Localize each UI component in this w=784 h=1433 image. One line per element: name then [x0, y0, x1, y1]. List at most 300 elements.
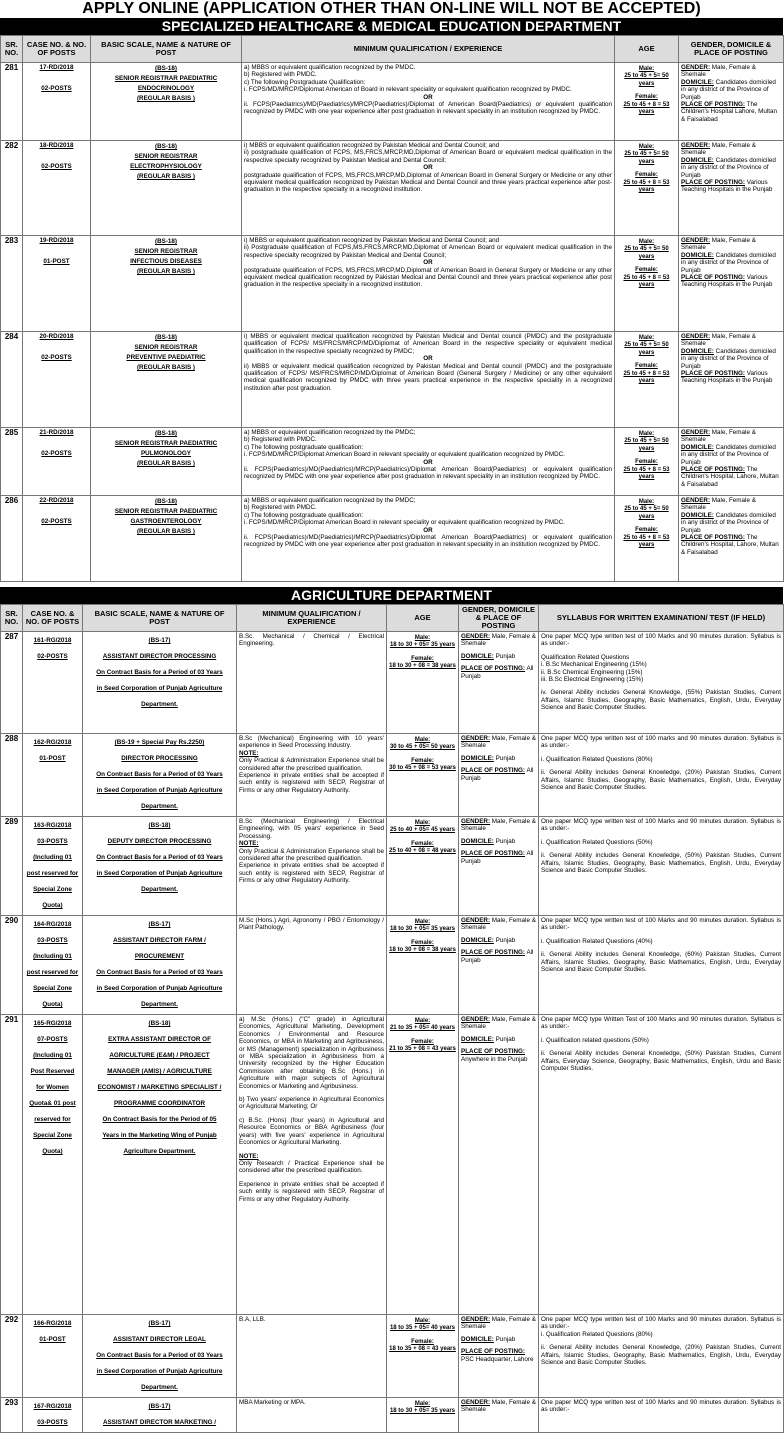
- posting-value: Various Teaching Hospitals in the Punjab: [681, 370, 773, 385]
- table-row: [1, 141, 784, 236]
- gender-value: Male, Female & Shemale: [461, 735, 536, 750]
- age-cell: [615, 141, 679, 236]
- age-male-value: 25 to 45 + 5= 50 years: [624, 342, 669, 356]
- case-line: 02-POSTS: [37, 653, 68, 660]
- gender-label: GENDER:: [461, 735, 491, 742]
- posting-value: All Punjab: [461, 850, 534, 865]
- table-row: [1, 1398, 784, 1433]
- post-line: MANAGER (AMIS) / AGRICULTURE: [107, 1068, 212, 1075]
- table-row: [1, 1015, 784, 1315]
- healthcare-table-body: [1, 63, 784, 582]
- post-cell: [83, 632, 237, 734]
- gender-block: [681, 497, 781, 512]
- post-cell: [83, 916, 237, 1015]
- case-number: 20-RD/2018: [39, 333, 74, 340]
- age-male-value: 25 to 45 + 5= 50 years: [624, 438, 669, 452]
- sr-number: 285: [1, 428, 23, 496]
- post-line: SENIOR REGISTRAR PAEDIATRIC: [114, 75, 218, 82]
- domicile-block: [461, 755, 536, 762]
- gender-value: Male, Female & Shemale: [681, 237, 756, 252]
- qualification-cell: [237, 817, 387, 916]
- table-header-row: [1, 605, 784, 632]
- syllabus-line: ii. General Ability includes General Knowledge, (60%) Pakistan Studies, Current Affairs, Islamic Studies, Geography, Basic Mathematics, English, Urdu, Everyday Science and Basic Computer Studies.: [541, 951, 781, 974]
- case-line: Special Zone: [33, 886, 72, 893]
- post-line: in Seed Corporation of Punjab Agriculture: [96, 1368, 223, 1375]
- qualification-line: i) MBBS or equivalent qualification recognized by Pakistan Medical and Dental Council; and: [244, 142, 500, 149]
- age-male-value: 21 to 35 + 05= 40 years: [389, 1025, 456, 1032]
- case-cell: [23, 1015, 83, 1315]
- age-female-value: 25 to 45 + 8 = 53 years: [623, 466, 670, 481]
- post-line: Agriculture Department.: [123, 1148, 196, 1155]
- domicile-value: Punjab: [495, 754, 516, 762]
- table-row: [1, 1315, 784, 1398]
- sr-number: 284: [1, 332, 23, 428]
- age-cell: [387, 1015, 459, 1315]
- domicile-block: [461, 838, 536, 845]
- age-female-label: Female:: [411, 1038, 434, 1045]
- post-line: Department.: [141, 803, 178, 810]
- posting-label: PLACE OF POSTING:: [681, 534, 746, 542]
- qualification-cell: [242, 236, 615, 332]
- dept-heading-agriculture: AGRICULTURE DEPARTMENT: [0, 587, 783, 604]
- age-male-label: Male:: [414, 820, 431, 826]
- posting-value: Various Teaching Hospitals in the Punjab: [681, 274, 773, 289]
- gender-block: [461, 735, 536, 750]
- qualification-line: ii) postgraduate qualification of FCPS, MS,FRCS,MRCP,MD,Diplomat of American Board or equivalent medical qualification in the respective specialty recognized by Pakistan Medical and Dental Council;: [244, 149, 612, 164]
- age-male-label: Male:: [638, 431, 655, 437]
- gender-value: Male, Female & Shemale: [681, 333, 756, 348]
- case-line: reserved for: [34, 1116, 71, 1123]
- qualification-line: ii. FCPS(Paediatrics)/MD(Paediatrics)/MRCP(Paediatrics)/Diplomat American Board(Paediatrics) or equivalent qualification recognized by PMDC with one year experience after post graduation in relevant speciality in an institution recognized by PMDC.: [244, 466, 612, 481]
- qualification-line: a) M.Sc (Hons.) ("C" grade) in Agricultural Economics, Agricultural Marketing, Development Economics / Environmental and Resource Economics, or MBA in Marketing and Agribusiness, or MS (Management) specialization in Agribusiness or MBA specialization in Agribusiness from a University recognized by the Higher Education Commission after obtaining B.Sc (Hons.) in Agriculture with major subjects of Agricultural Economics or Marketing and Agribusiness.: [239, 1016, 384, 1090]
- age-male-value: 25 to 45 + 5= 50 years: [624, 151, 669, 165]
- gender-value: Male, Female & Shemale: [681, 429, 756, 444]
- post-line: (BS-18): [154, 498, 178, 505]
- age-female-label: Female:: [635, 267, 658, 274]
- gender-domicile-cell: [459, 734, 539, 817]
- dept-heading-healthcare: SPECIALIZED HEALTHCARE & MEDICAL EDUCATION DEPARTMENT: [0, 18, 783, 35]
- post-line: (BS-18): [148, 822, 171, 829]
- age-female-value: 25 to 45 + 8 = 53 years: [623, 274, 670, 289]
- post-line: in Seed Corporation of Punjab Agriculture: [96, 870, 223, 877]
- post-line: in Seed Corporation of Punjab Agriculture: [96, 685, 223, 692]
- post-cell: [91, 63, 242, 141]
- syllabus-line: iii. B.Sc Electrical Engineering (15%): [541, 676, 644, 684]
- qualification-line: c) The following postgraduate qualification:: [244, 443, 364, 451]
- qualification-line: B.A, LLB.: [239, 1316, 266, 1323]
- syllabus-cell: [539, 1315, 784, 1398]
- post-line: (REGULAR BASIS ): [136, 268, 196, 275]
- posting-label: PLACE OF POSTING:: [681, 370, 746, 378]
- domicile-value: Candidates domiciled in any district of the Province of Punjab: [681, 251, 776, 274]
- case-line: 161-RG/2018: [33, 637, 72, 644]
- gender-label: GENDER:: [681, 237, 711, 244]
- post-line: ASSISTANT DIRECTOR MARKETING /: [102, 1419, 217, 1426]
- gender-block: [461, 1016, 536, 1031]
- col-age: AGE: [615, 36, 679, 63]
- syllabus-line: ii. General Ability includes General Knowledge, (50%) Pakistan Studies, Current Affairs, Islamic Studies, Geography, Basic Mathematics, English, Urdu, Everyday Science and Basic Computer Studies.: [541, 852, 781, 875]
- post-count: 02-POSTS: [41, 85, 72, 93]
- gender-block: [461, 917, 536, 932]
- qualification-line: b) Registered with PMDC.: [244, 436, 317, 444]
- gender-label: GENDER:: [461, 818, 491, 825]
- post-line: Department.: [141, 701, 178, 708]
- domicile-value: Candidates domiciled in any district of the Province of Punjab: [681, 156, 776, 179]
- gender-label: GENDER:: [461, 917, 491, 924]
- gender-label: GENDER:: [681, 497, 711, 504]
- gender-label: GENDER:: [461, 1399, 491, 1406]
- age-cell: [387, 1315, 459, 1398]
- syllabus-line: i. Qualification Related Questions (80%): [541, 755, 653, 763]
- post-line: (REGULAR BASIS ): [136, 364, 196, 371]
- posting-label: PLACE OF POSTING:: [681, 274, 746, 282]
- qualification-cell: [237, 1015, 387, 1315]
- case-cell: [23, 496, 91, 582]
- qualification-line: ii) MBBS or equivalent medical qualification recognized by Pakistan Medical and Dental council (PMDC) and the postgraduate qualification of FCPS/ MS/FRCS/MRCP/MD/Diplomat of American Board (General Surgery / Medicine) or any other equivalent medical qualification recognized by PMDC with three years practical experience in the respective speciality in a recognized institution after post graduation.: [244, 362, 612, 392]
- posting-label: PLACE OF POSTING:: [461, 767, 526, 775]
- post-cell: [91, 496, 242, 582]
- domicile-value: Candidates domiciled in any district of the Province of Punjab: [681, 347, 776, 370]
- qualification-cell: [237, 1315, 387, 1398]
- domicile-value: Punjab: [495, 1335, 516, 1343]
- gender-domicile-cell: [679, 63, 784, 141]
- qualification-line: ii) Postgraduate qualification of FCPS,MS,FRCS,MRCP,MD,Diplomat of American Board or equivalent medical qualification in the respective specialty recognized by Pakistan Medical and Dental Council;: [244, 244, 612, 259]
- post-cell: [83, 1398, 237, 1433]
- age-male-label: Male:: [414, 1401, 431, 1407]
- syllabus-cell: [539, 916, 784, 1015]
- age-male-value: 30 to 45 + 05= 50 years: [389, 744, 456, 751]
- case-number: 18-RD/2018: [39, 142, 74, 149]
- domicile-block: [461, 937, 536, 944]
- qualification-line: b) Registered with PMDC.: [244, 71, 317, 79]
- col-qualification: MINIMUM QUALIFICATION / EXPERIENCE: [242, 36, 615, 63]
- posting-label: PLACE OF POSTING:: [461, 1048, 526, 1056]
- qualification-line: a) MBBS or equivalent qualification recognized by the PMDC.: [244, 64, 416, 71]
- post-line: (BS-18): [154, 334, 178, 341]
- posting-label: PLACE OF POSTING:: [461, 949, 526, 957]
- case-line: post reserved for: [26, 969, 79, 976]
- case-line: 03-POSTS: [37, 838, 68, 845]
- domicile-block: [461, 1036, 536, 1043]
- qualification-cell: [237, 632, 387, 734]
- domicile-block: [681, 252, 781, 274]
- post-line: ENDOCRINOLOGY: [137, 85, 195, 92]
- posting-value: PSC Headquarter, Lahore: [461, 1355, 534, 1363]
- age-female-label: Female:: [635, 172, 658, 179]
- gender-domicile-cell: [679, 236, 784, 332]
- posting-label: PLACE OF POSTING:: [461, 1348, 526, 1356]
- case-cell: [23, 1315, 83, 1398]
- case-line: post reserved for: [26, 870, 79, 877]
- post-line: PREVENTIVE PAEDIATRIC: [126, 354, 206, 361]
- gender-block: [681, 142, 781, 157]
- age-cell: [615, 236, 679, 332]
- or-separator: OR: [423, 458, 433, 466]
- case-cell: [23, 332, 91, 428]
- qualification-line: a) MBBS or equivalent qualification recognized by the PMDC;: [244, 429, 416, 436]
- post-line: (REGULAR BASIS ): [136, 173, 196, 180]
- gender-label: GENDER:: [461, 1016, 491, 1023]
- gender-label: GENDER:: [681, 429, 711, 436]
- age-cell: [387, 734, 459, 817]
- posting-block: [681, 370, 781, 385]
- gender-label: GENDER:: [461, 633, 491, 640]
- gender-value: Male, Female & Shemale: [681, 142, 756, 157]
- case-line: (Including 01: [33, 1052, 72, 1059]
- sr-number: 289: [1, 817, 23, 916]
- gender-value: Male, Female & Shemale: [461, 1016, 536, 1031]
- sr-number: 281: [1, 63, 23, 141]
- case-cell: [23, 236, 91, 332]
- syllabus-line: i. Qualification Related Questions (40%): [541, 937, 653, 945]
- qualification-line: Experience in private entities shall be accepted if such entity is registered with SECP, Registrar of Firms or any other Regulatory Authority.: [239, 862, 384, 885]
- post-line: Department.: [141, 1001, 178, 1008]
- domicile-block: [681, 79, 781, 101]
- qualification-line: B.Sc (Mechanical Engineering) / Electrical Engineering, with 05 years' experience in Seed Processing.: [239, 818, 384, 840]
- qualification-line: i) MBBS or equivalent medical qualification recognized by Pakistan Medical and Dental council (PMDC) and the postgraduate qualification of FCPS/ MS/FRCS/MRCP/MD/Diplomat of American Board in the respective speciality or equivalent medical qualification in the respective specialty recognized by PMDC;: [244, 333, 612, 355]
- post-cell: [91, 332, 242, 428]
- note-label: NOTE:: [239, 840, 259, 848]
- posting-label: PLACE OF POSTING:: [681, 466, 746, 474]
- agriculture-table-body: [1, 632, 784, 1433]
- col-qualification: MINIMUM QUALIFICATION / EXPERIENCE: [237, 605, 387, 632]
- gender-domicile-cell: [679, 496, 784, 582]
- post-cell: [91, 236, 242, 332]
- col-syllabus: SYLLABUS FOR WRITTEN EXAMINATION/ TEST (IF HELD): [539, 605, 784, 632]
- table-row: [1, 632, 784, 734]
- age-female-value: 25 to 45 + 8 = 53 years: [623, 370, 670, 385]
- age-female-value: 18 to 30 + 08 = 38 years: [389, 947, 456, 954]
- gender-domicile-cell: [459, 916, 539, 1015]
- post-line: (BS-17): [148, 1320, 171, 1327]
- case-line: 07-POSTS: [37, 1036, 68, 1043]
- table-row: [1, 916, 784, 1015]
- age-male-label: Male:: [638, 66, 655, 72]
- gender-block: [681, 237, 781, 252]
- sr-number: 288: [1, 734, 23, 817]
- age-cell: [615, 428, 679, 496]
- syllabus-cell: [539, 817, 784, 916]
- domicile-value: Punjab: [495, 652, 516, 660]
- syllabus-cell: [539, 632, 784, 734]
- age-female-value: 21 to 35 + 08 = 43 years: [389, 1046, 456, 1053]
- sr-number: 290: [1, 916, 23, 1015]
- table-row: [1, 734, 784, 817]
- post-line: ECONOMIST / MARKETING SPECIALIST /: [97, 1084, 222, 1091]
- gender-block: [681, 64, 781, 79]
- posting-block: [461, 665, 536, 680]
- syllabus-line: One paper MCQ type written test of 100 Marks and 90 minutes duration. Syllabus is as under:-: [541, 1399, 781, 1414]
- domicile-block: [681, 348, 781, 370]
- domicile-block: [681, 444, 781, 466]
- qualification-line: b) Two years' experience in Agricultural Economics or Agricultural Marketing; Or: [239, 1096, 384, 1111]
- age-cell: [387, 1398, 459, 1433]
- case-line: 01-POST: [39, 755, 66, 762]
- gender-value: Male, Female & Shemale: [681, 497, 756, 512]
- posting-label: PLACE OF POSTING:: [681, 101, 746, 109]
- qualification-line: Only Research / Practical Experience shall be considered after the prescribed qualification.: [239, 1159, 384, 1175]
- sr-number: 291: [1, 1015, 23, 1315]
- case-cell: [23, 916, 83, 1015]
- case-line: 166-RG/2018: [33, 1320, 72, 1327]
- post-line: SENIOR REGISTRAR: [134, 344, 198, 351]
- domicile-block: [681, 157, 781, 179]
- case-line: Quota): [42, 1001, 63, 1008]
- age-female-value: 18 to 30 + 08 = 38 years: [389, 663, 456, 670]
- domicile-value: Candidates domiciled in any district of the Province of Punjab: [681, 443, 776, 466]
- age-female-value: 25 to 45 + 8 = 53 years: [623, 534, 670, 549]
- post-line: INFECTIOUS DISEASES: [130, 258, 202, 265]
- age-male-value: 25 to 40 + 05= 45 years: [389, 827, 456, 834]
- sr-number: 282: [1, 141, 23, 236]
- post-cell: [91, 428, 242, 496]
- table-row: [1, 236, 784, 332]
- gender-block: [461, 633, 536, 648]
- age-female-label: Female:: [411, 1338, 434, 1345]
- post-line: (BS-18): [154, 238, 178, 245]
- syllabus-line: ii. General Ability includes General Knowledge, (50%) Pakistan Studies, Current Affairs, Everyday Science, Geography, Basic Mathematics, English, Urdu and Basic Computer Studies.: [541, 1050, 781, 1073]
- case-cell: [23, 817, 83, 916]
- sr-number: 286: [1, 496, 23, 582]
- case-line: Post Reserved: [30, 1068, 75, 1075]
- qualification-line: B.Sc. Mechanical / Chemical / Electrical Engineering.: [239, 633, 384, 648]
- gender-block: [681, 429, 781, 444]
- age-male-label: Male:: [638, 335, 655, 341]
- or-separator: OR: [423, 259, 433, 267]
- post-line: PULMONOLOGY: [140, 450, 192, 457]
- post-cell: [83, 817, 237, 916]
- case-number: 19-RD/2018: [39, 237, 74, 244]
- post-line: On Contract Basis for the Period of 05: [102, 1116, 217, 1123]
- post-line: (REGULAR BASIS ): [136, 528, 196, 535]
- post-line: ASSISTANT DIRECTOR LEGAL: [113, 1336, 206, 1343]
- post-line: PROCUREMENT: [134, 953, 185, 960]
- age-male-value: 25 to 45 + 5= 50 years: [624, 506, 669, 520]
- case-cell: [23, 1398, 83, 1433]
- posting-value: All Punjab: [461, 665, 534, 680]
- gender-value: Male, Female & Shemale: [681, 64, 756, 79]
- post-cell: [83, 1315, 237, 1398]
- domicile-block: [461, 1336, 536, 1343]
- age-male-value: 18 to 35 + 05= 40 years: [389, 1325, 456, 1332]
- or-separator: OR: [423, 164, 433, 172]
- domicile-label: DOMICILE:: [461, 936, 494, 944]
- gender-label: GENDER:: [681, 142, 711, 149]
- post-count: 02-POSTS: [41, 450, 72, 458]
- posting-value: The Children's Hospital Lahore, Multan & Faisalabad: [681, 101, 778, 123]
- case-line: (Including 01: [33, 953, 72, 960]
- posting-value: The Children's Hospital, Lahore, Multan & Faisalabad: [681, 534, 779, 556]
- gender-domicile-cell: [459, 1015, 539, 1315]
- case-number: 21-RD/2018: [39, 429, 74, 436]
- age-male-value: 25 to 45 + 5= 50 years: [624, 73, 669, 87]
- post-line: (BS-17): [148, 637, 171, 644]
- syllabus-line: One paper MCQ type written test of 100 marks and 90 minutes duration. Syllabus is as under:-: [541, 735, 781, 750]
- post-line: (REGULAR BASIS ): [136, 95, 196, 102]
- gender-domicile-cell: [459, 632, 539, 734]
- age-female-label: Female:: [635, 527, 658, 534]
- age-male-label: Male:: [414, 1018, 431, 1024]
- syllabus-line: One paper MCQ type written test of 100 Marks and 90 minutes duration. Syllabus is as under:-: [541, 917, 781, 932]
- note-label: NOTE:: [239, 1152, 259, 1160]
- post-line: On Contract Basis for a Period of 03 Years: [96, 854, 223, 861]
- col-age: AGE: [387, 605, 459, 632]
- case-cell: [23, 734, 83, 817]
- case-cell: [23, 63, 91, 141]
- domicile-value: Candidates domiciled in any district of the Province of Punjab: [681, 78, 776, 101]
- domicile-label: DOMICILE:: [461, 1335, 494, 1343]
- agriculture-posts-table: [0, 604, 784, 1433]
- age-male-value: 18 to 30 + 05= 35 years: [389, 1408, 456, 1415]
- age-male-label: Male:: [638, 499, 655, 505]
- syllabus-line: i. B.Sc Mechanical Engineering (15%): [541, 661, 647, 669]
- post-line: On Contract Basis for a Period of 03 Years: [96, 969, 223, 976]
- posting-block: [461, 949, 536, 964]
- or-separator: OR: [423, 93, 433, 101]
- col-post: BASIC SCALE, NAME & NATURE OF POST: [91, 36, 242, 63]
- sr-number: 293: [1, 1398, 23, 1433]
- age-male-label: Male:: [638, 239, 655, 245]
- case-number: 22-RD/2018: [39, 497, 74, 504]
- domicile-label: DOMICILE:: [461, 652, 494, 660]
- case-line: Special Zone: [33, 985, 72, 992]
- post-line: in Seed Corporation of Punjab Agriculture: [96, 985, 223, 992]
- case-line: Quota& 01 post: [29, 1100, 76, 1107]
- qualification-line: Only Practical & Administration Experience shall be considered after the prescribed qualification.: [239, 757, 384, 772]
- domicile-label: DOMICILE:: [681, 251, 714, 259]
- gender-label: GENDER:: [461, 1316, 491, 1323]
- table-row: [1, 63, 784, 141]
- domicile-label: DOMICILE:: [681, 78, 714, 86]
- post-line: DEPUTY DIRECTOR PROCESSING: [107, 838, 212, 845]
- domicile-value: Punjab: [495, 1035, 516, 1043]
- qualification-line: postgraduate qualification of FCPS, MS,FRCS,MRCP,MD,Diplomat of American Board in General Surgery or Medicine or any other equivalent medical qualification recognized by Pakistan Medical and Dental Council and three years practical experience after post graduation in the respective specialty in a recognized institution.: [244, 266, 612, 289]
- sr-number: 287: [1, 632, 23, 734]
- posting-value: All Punjab: [461, 949, 534, 964]
- syllabus-line: ii. B.Sc Chemical Engineering (15%): [541, 668, 643, 676]
- domicile-block: [461, 653, 536, 660]
- qualification-cell: [242, 428, 615, 496]
- gender-block: [461, 1316, 536, 1331]
- qualification-cell: [242, 63, 615, 141]
- age-cell: [387, 916, 459, 1015]
- case-line: 03-POSTS: [37, 937, 68, 944]
- case-cell: [23, 141, 91, 236]
- age-male-label: Male:: [414, 919, 431, 925]
- col-gender: GENDER, DOMICILE & PLACE OF POSTING: [679, 36, 784, 63]
- posting-block: [461, 850, 536, 865]
- qualification-line: i. FCPS/MD/MRCP/Diplomat American of Board in relevant speciality or equivalent qualification recognized by PMDC.: [244, 86, 572, 94]
- gender-domicile-cell: [679, 141, 784, 236]
- posting-block: [681, 101, 781, 123]
- syllabus-line: One paper MCQ type written test of 100 Marks and 90 minutes duration. Syllabus is as under:-: [541, 1316, 781, 1331]
- post-line: (BS-18): [148, 1020, 171, 1027]
- qualification-cell: [237, 916, 387, 1015]
- qualification-line: i. FCPS/MD/MRCP/Diplomat American Board in relevant speciality or equivalent qualification recognized by PMDC.: [244, 451, 565, 459]
- post-line: SENIOR REGISTRAR PAEDIATRIC: [114, 508, 218, 515]
- syllabus-cell: [539, 1398, 784, 1433]
- post-count: 02-POSTS: [41, 518, 72, 526]
- post-line: On Contract Basis for a Period of 03 Years: [96, 669, 223, 676]
- post-line: (BS-17): [148, 921, 171, 928]
- gender-value: Male, Female & Shemale: [461, 1399, 536, 1414]
- case-line: 162-RG/2018: [33, 739, 72, 746]
- age-female-value: 18 to 35 + 08 = 43 years: [389, 1346, 456, 1353]
- syllabus-line: ii. General Ability includes General Knowledge, (20%) Pakistan Studies, Current Affairs, Islamic Studies, Geography, Basic Mathematics, English, Urdu, Everyday Science and Basic Computer Studies.: [541, 769, 781, 792]
- gender-block: [461, 818, 536, 833]
- syllabus-line: i. Qualification Related Questions (50%): [541, 838, 653, 846]
- posting-block: [681, 274, 781, 289]
